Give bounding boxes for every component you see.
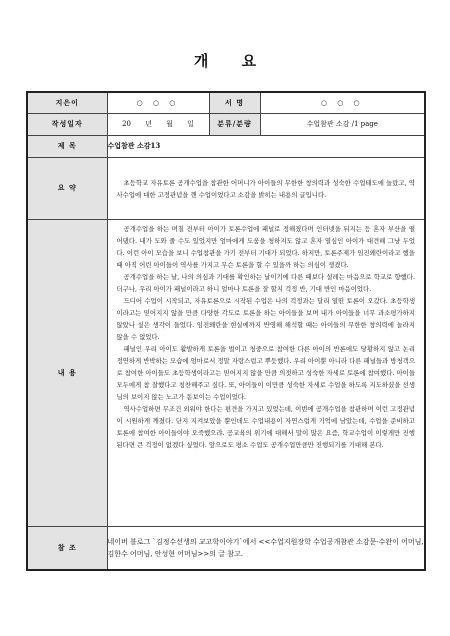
content-paragraph: 역사수업하면 무조건 외워야 한다는 편견을 가지고 있었는데, 이번에 공개수업을 참관하며 이런 고정관념이 시원하게 깨졌다. 단지 지켜보았을 뿐인데도 수업내용이 자연스럽게 기억에 남았는데, 수업을 준비하고 토론에 참여한 아이들이야 오죽했으랴. 공교육의 위기에 대해서 말이 많은 요즘, 학교수업이 이렇게만 진행된다면 큰 걱정이 없겠다 싶었다. 앞으로도 평소 수업도 공개수업만큼만 진행되기를 기대해 본다. [116,404,415,449]
content-body [108,220,425,451]
reference-text: 네이버 블로그 `김정수선생의 교고학이야기`에서 <<수업지원장학 수업공개참관 소감문-수완이 어머님, 김한수 어머님, 안성현 어머님>>의 글 참고. [107,526,425,570]
author-value: ○ ○ ○ [107,92,209,113]
author-label: 지은이 [27,92,107,113]
content-row [27,219,425,526]
summary-label: 요 약 [27,157,107,219]
summary-row [27,157,425,219]
reference-row [27,526,425,570]
date-value: 20 년 월 일 [107,113,209,135]
content-paragraph: 드디어 수업이 시작되고, 자유토론으로 시작된 수업은 나의 걱정과는 달리 열띤 토론이 오갔다. 초등학생이라고는 믿어지지 않을 만큼 다양한 각도로 토론을 하는 아이들을 보며 내가 아이들을 너무 과소평가하지 않았나 싶은 생각이 들었다. 임진왜란을 현실에까지 반영해 해석할 때는 아이들의 무한한 창의력에 놀라지 않을 수 없었다. [116,296,415,341]
category-label: 분류/분량 [209,113,260,135]
content-paragraph: 패널인 우리 아이도 활발하게 토론을 벌이고 청중으로 참여한 다른 아이의 반론에도 당황하지 않고 논리 정연하게 반박하는 모습에 엄마로서 정말 자랑스럽고 뿌듯했다. 우리 아이뿐 아니라 다른 패널들과 방청객으로 참여한 아이들도 초등학생이라고는 믿어지지 않을 만큼 의젓하고 성숙한 자세로 토론에 참여했다. 아이들 모두에게 참 잘했다고 칭찬해주고 싶다. 또, 아이들이 이만큼 성숙한 자세로 수업을 하도록 지도하셨을 선생님의 보이지 않는 노고가 돋보이는 수업이었다. [116,344,415,401]
subject-value: 수업참관 소감13 [107,135,425,157]
author-row [27,92,425,113]
overview-form-table [26,91,426,571]
date-label: 작성일자 [27,113,107,135]
content-cell [107,219,425,526]
content-paragraph: 공개수업을 하는 며칠 전부터 아이가 토론수업에 패널로 정해졌다며 인터넷을 뒤지는 등 혼자 부산을 떨어댔다. 내가 도와 줄 수도 있었지만 엄마에게 도움을 청하지도 않고 혼자 열심인 아이가 대견해 그냥 두었다. 이런 아이 모습을 보니 수업참관을 가기 전부터 기대가 되었다. 하지만, 토론주제가 임진왜란이라고 했을 때 아직 어린 아이들이 역사를 가지고 무슨 토론을 할 수 있을까 하는 의심이 생겼다. [116,224,415,269]
summary-text: 초등학교 자유토론 공개수업을 참관한 어머니가 아이들의 무한한 창의력과 성숙한 수업태도에 놀랐고, 역사수업에 대한 고정관념을 깬 수업이었다고 소감을 밝히는 내용의 글입니다. [116,179,415,199]
reference-label: 참 조 [27,526,107,570]
summary-cell [107,157,425,219]
subject-label: 제 목 [27,135,107,157]
date-row [27,113,425,135]
content-paragraph: 공개수업을 하는 날, 나의 의심과 기대를 확인하는 날이기에 다른 때보다 설레는 마음으로 학교로 향했다. 더구나, 우리 아이가 패널이라고 하니 얼마나 토론을 잘 할지 걱정 반, 기대 반인 마음이었다. [116,272,415,293]
signature-value: ○ ○ ○ [260,92,425,113]
subject-row [27,135,425,157]
signature-label: 서 명 [209,92,260,113]
page-title: 개 요 [193,52,271,70]
content-label: 내 용 [27,219,107,526]
category-value: 수업참관 소감 /1 page [260,113,425,135]
